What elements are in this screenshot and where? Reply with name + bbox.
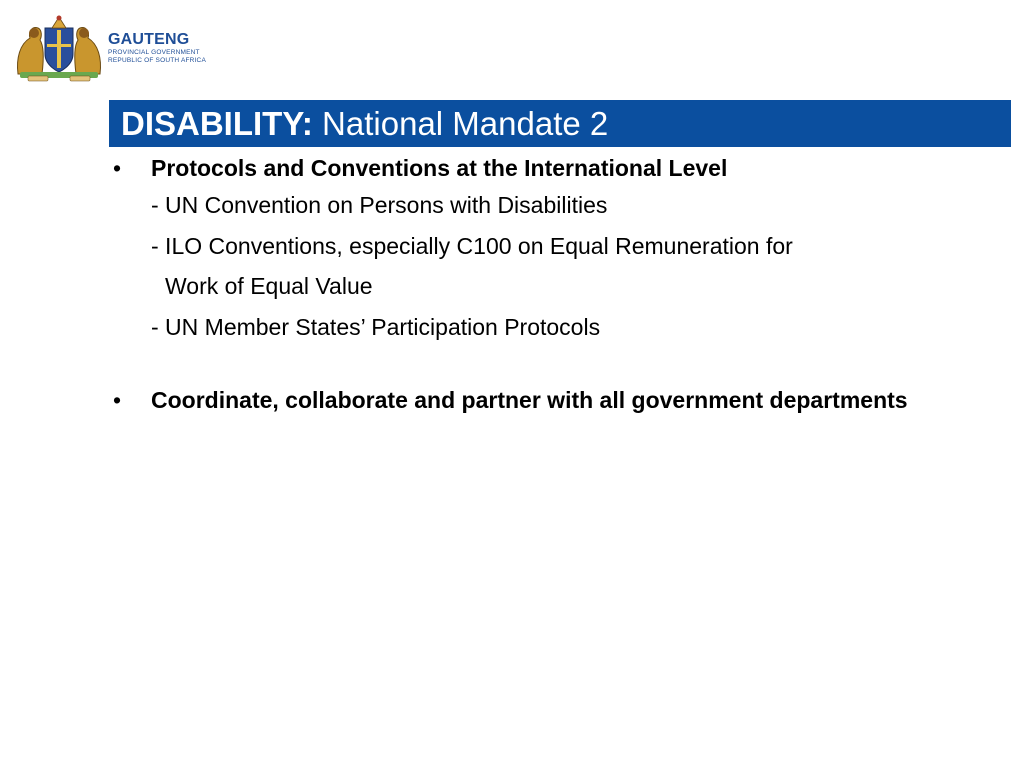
- slide-title: [121, 105, 608, 143]
- bullet-marker: •: [113, 387, 122, 413]
- bullet-marker: •: [113, 155, 122, 181]
- spacer: [113, 347, 993, 383]
- slide-content: [113, 150, 993, 417]
- title-bar: [109, 100, 1011, 147]
- title-rest: National Mandate 2: [312, 104, 609, 142]
- bullet-heading: Coordinate, collaborate and partner with all government departments: [151, 387, 908, 413]
- title-bold: DISABILITY:: [121, 104, 313, 142]
- bullet-item: [113, 151, 993, 185]
- sub-item: - UN Member States’ Participation Protocols: [151, 313, 601, 340]
- bullet-item: [113, 383, 993, 417]
- logo-name: GAUTENG: [108, 30, 190, 48]
- sub-item: - ILO Conventions, especially C100 on Equal Remuneration for: [151, 232, 793, 259]
- sub-item-continuation: Work of Equal Value: [165, 273, 373, 299]
- logo-subtitle-1: PROVINCIAL GOVERNMENT: [108, 48, 200, 56]
- sub-item: - UN Convention on Persons with Disabilities: [151, 192, 608, 218]
- coat-of-arms-icon: [14, 14, 104, 82]
- bullet-heading: Protocols and Conventions at the International Level: [151, 155, 728, 181]
- gauteng-logo: [14, 14, 206, 82]
- logo-subtitle-2: REPUBLIC OF SOUTH AFRICA: [108, 57, 206, 64]
